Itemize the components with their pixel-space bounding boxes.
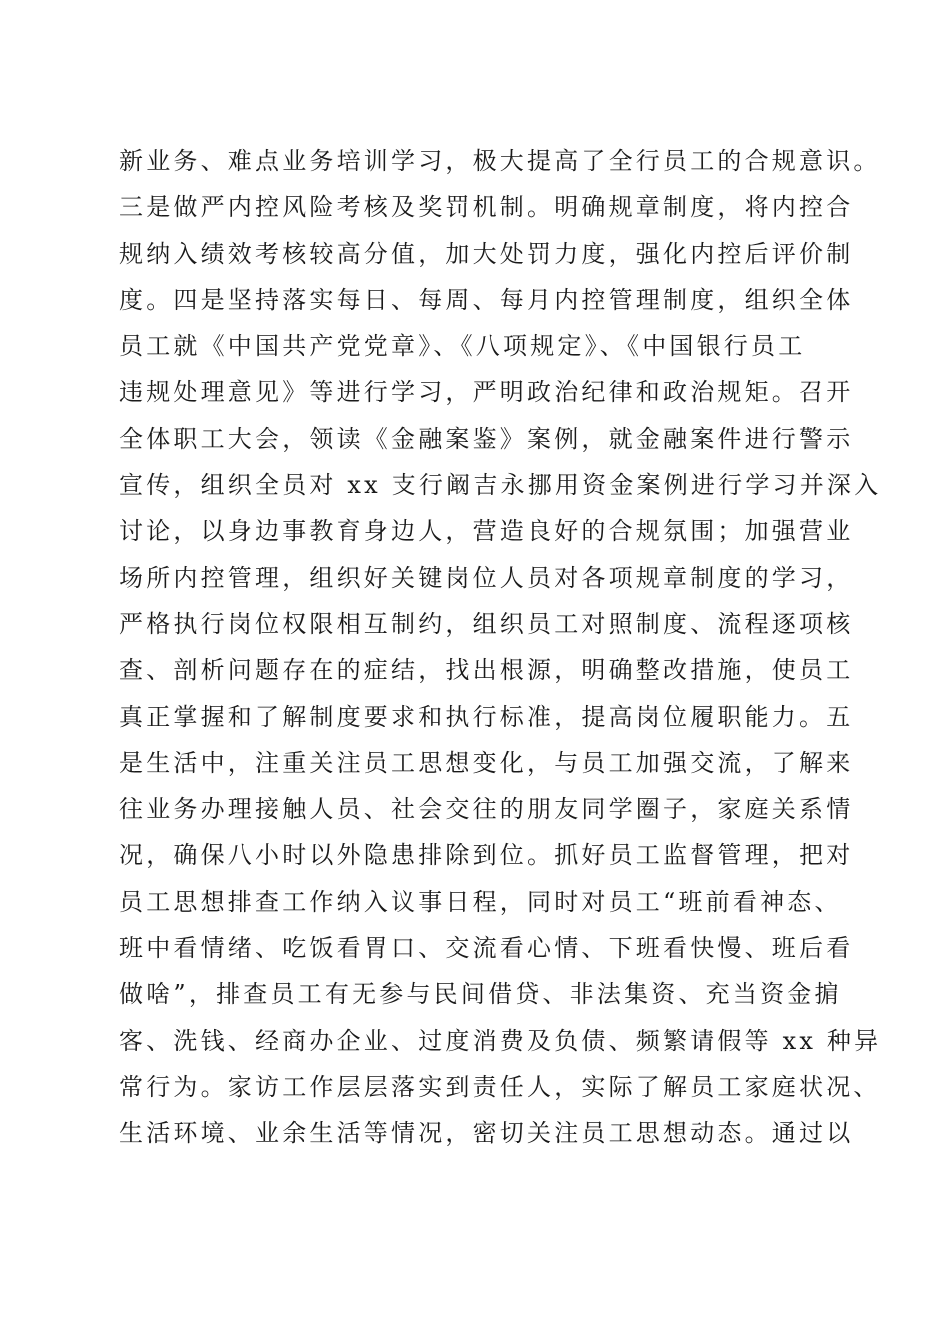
text-line: 做啥”，排查员工有无参与民间借贷、非法集资、充当资金掮 (119, 980, 842, 1009)
text-line: 新业务、难点业务培训学习，极大提高了全行员工的合规意识。 (119, 147, 881, 175)
text-line: 常行为。家访工作层层落实到责任人，实际了解员工家庭状况、 (119, 1072, 881, 1101)
text-line: 员工思想排查工作纳入议事日程，同时对员工“班前看神态、 (119, 887, 842, 916)
text-line: 生活环境、业余生活等情况，密切关注员工思想动态。通过以 (119, 1119, 854, 1148)
text-line: 往业务办理接触人员、社会交往的朋友同学圈子，家庭关系情 (119, 795, 854, 824)
text-line: 违规处理意见》等进行学习，严明政治纪律和政治规矩。召开 (119, 378, 854, 407)
text-line: 规纳入绩效考核较高分值，加大处罚力度，强化内控后评价制 (119, 239, 854, 268)
text-line: 三是做严内控风险考核及奖罚机制。明确规章制度，将内控合 (119, 193, 854, 222)
text-line: 客、洗钱、经商办企业、过度消费及负债、频繁请假等 xx 种异 (119, 1026, 882, 1055)
body-text (119, 138, 882, 1157)
text-line: 真正掌握和了解制度要求和执行标准，提高岗位履职能力。五 (119, 702, 854, 731)
text-line: 场所内控管理，组织好关键岗位人员对各项规章制度的学习， (119, 563, 854, 592)
text-line: 况，确保八小时以外隐患排除到位。抓好员工监督管理，把对 (119, 841, 854, 870)
text-line: 全体职工大会，领读《金融案鉴》案例，就金融案件进行警示 (119, 424, 854, 453)
text-line: 是生活中，注重关注员工思想变化，与员工加强交流，了解来 (119, 748, 854, 777)
text-line: 班中看情绪、吃饭看胃口、交流看心情、下班看快慢、班后看 (119, 934, 854, 963)
text-line: 严格执行岗位权限相互制约，组织员工对照制度、流程逐项核 (119, 609, 854, 638)
text-line: 度。四是坚持落实每日、每周、每月内控管理制度，组织全体 (119, 285, 854, 314)
text-line: 宣传，组织全员对 xx 支行阚吉永挪用资金案例进行学习并深入 (119, 471, 882, 500)
text-line: 讨论，以身边事教育身边人，营造良好的合规氛围；加强营业 (119, 517, 854, 546)
text-line: 查、剖析问题存在的症结，找出根源，明确整改措施，使员工 (119, 656, 854, 685)
text-line: 员工就《中国共产党党章》、《八项规定》、《中国银行员工 (119, 332, 806, 361)
